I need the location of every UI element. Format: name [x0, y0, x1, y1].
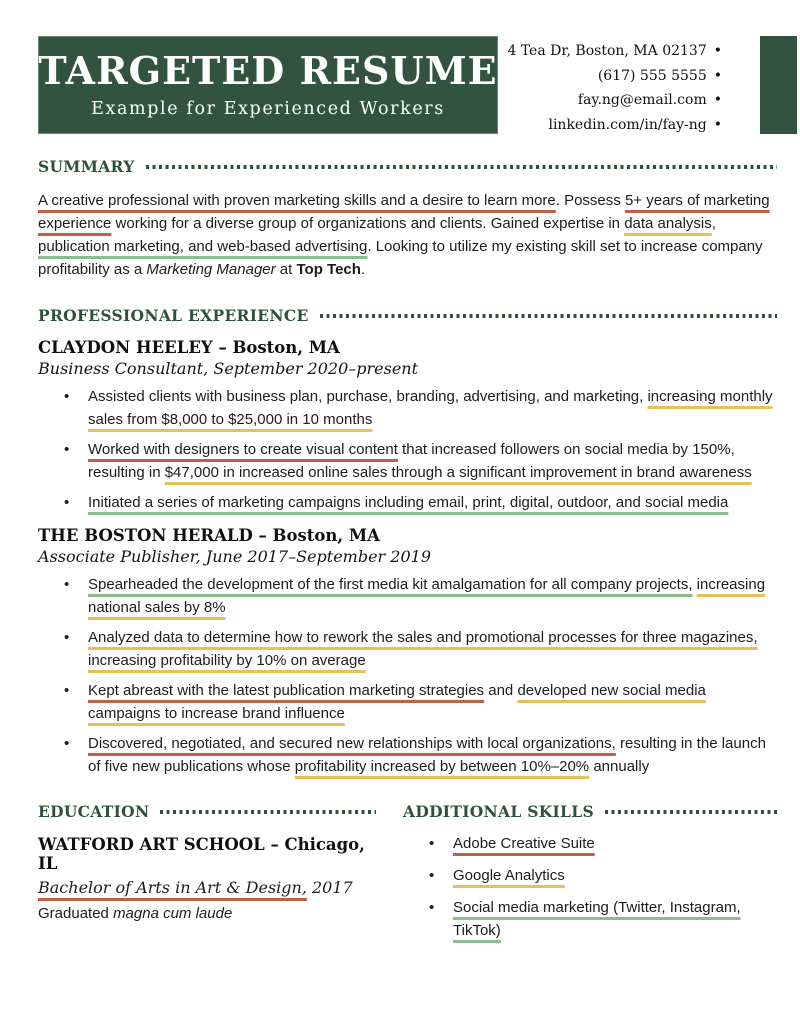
highlighted-text-segment: Discovered, negotiated, and secured new relationships with local organizations, — [88, 735, 616, 753]
highlighted-text-segment: Kept abreast with the latest publication marketing strategies — [88, 682, 485, 700]
experience-bullet — [88, 385, 777, 431]
education-school: WATFORD ART SCHOOL – Chicago, IL — [38, 835, 365, 874]
education-heading: EDUCATION — [38, 802, 150, 822]
resume-subtitle: Example for Experienced Workers — [91, 98, 445, 119]
job-entry-claydon-heeley — [38, 338, 777, 514]
education-section — [38, 802, 376, 951]
highlighted-text-segment: data analysis — [624, 215, 712, 233]
job-company: CLAYDON HEELEY – Boston, MA — [38, 338, 340, 358]
highlighted-text-segment: Bachelor of Arts in Art & Design, — [38, 878, 307, 898]
highlighted-text-segment: 5+ years of marketing experience — [38, 192, 770, 233]
contact-email — [500, 88, 722, 113]
job-bullet-list — [38, 573, 777, 778]
text-segment: . Looking to utilize my existing skill set to increase company profitability as a — [38, 238, 763, 279]
text-segment: annually — [589, 758, 650, 776]
job-role: Associate Publisher, June 2017–September 2019 — [38, 547, 432, 567]
text-segment: that increased followers on social media by 150%, resulting in — [88, 441, 735, 482]
highlighted-text-segment: Initiated a series of marketing campaigns including email, print, digital, outdoor, and social media — [88, 494, 729, 512]
text-segment: magna cum laude — [113, 905, 233, 923]
dotted-divider — [320, 314, 777, 318]
summary-paragraph — [38, 189, 777, 281]
contact-info — [500, 36, 722, 137]
highlighted-text-segment: profitability increased by between 10%–20% — [294, 758, 590, 776]
contact-phone — [500, 64, 722, 89]
contact-linkedin — [500, 113, 722, 138]
experience-section — [38, 306, 777, 778]
skills-heading: ADDITIONAL SKILLS — [403, 802, 594, 822]
experience-bullet — [88, 573, 777, 619]
dotted-divider — [160, 810, 376, 814]
contact-address — [500, 39, 722, 64]
text-segment: 2017 — [306, 878, 353, 898]
experience-section-header — [38, 306, 777, 325]
highlighted-text-segment: Worked with designers to create visual content — [88, 441, 398, 459]
job-entry-boston-herald — [38, 526, 777, 778]
job-company: THE BOSTON HERALD – Boston, MA — [38, 526, 380, 546]
highlighted-text-segment: Adobe Creative Suite — [453, 835, 595, 853]
text-segment: . — [360, 261, 366, 279]
text-segment: and — [484, 682, 518, 700]
highlighted-text-segment: Google Analytics — [453, 867, 565, 885]
summary-section-header — [38, 157, 777, 176]
skills-section — [403, 802, 777, 951]
highlighted-text-segment: $47,000 in increased online sales through a significant improvement in brand awareness — [164, 464, 752, 482]
contact-linkedin-text: linkedin.com/in/fay-ng — [548, 116, 707, 133]
skill-item — [453, 896, 777, 942]
text-segment: Assisted clients with business plan, purchase, branding, advertising, and marketing, — [88, 388, 648, 406]
highlighted-text-segment: A creative professional with proven marketing skills and a desire to learn more — [38, 192, 556, 210]
text-segment: Top Tech — [296, 261, 361, 279]
text-segment: working for a diverse group of organizations and clients. Gained expertise in — [111, 215, 625, 233]
highlighted-text-segment: Social media marketing (Twitter, Instagram, TikTok) — [453, 899, 741, 940]
bullet-separator-icon: • — [713, 92, 722, 109]
experience-heading: PROFESSIONAL EXPERIENCE — [38, 306, 309, 326]
summary-section — [38, 157, 777, 281]
title-banner — [38, 36, 498, 134]
skill-item — [453, 864, 777, 887]
experience-bullet — [88, 438, 777, 484]
highlighted-text-segment: Spearheaded the development of the first media kit amalgamation for all company projects, — [88, 576, 693, 594]
text-segment: at — [275, 261, 297, 279]
experience-bullet — [88, 626, 777, 672]
experience-bullet — [88, 732, 777, 778]
text-segment: Graduated — [38, 905, 114, 923]
text-segment: Marketing Manager — [146, 261, 276, 279]
dotted-divider — [146, 165, 777, 169]
summary-heading: SUMMARY — [38, 157, 135, 177]
skills-section-header — [403, 802, 777, 821]
experience-bullet — [88, 491, 777, 514]
bullet-separator-icon: • — [713, 43, 722, 59]
job-role: Business Consultant, September 2020–present — [38, 359, 419, 379]
resume-title: TARGETED RESUME — [38, 47, 498, 93]
education-degree — [38, 878, 376, 897]
highlighted-text-segment: increasing monthly sales from $8,000 to $25,000 in 10 months — [88, 388, 773, 429]
dotted-divider — [605, 810, 777, 814]
highlighted-text-segment: publication marketing, and web-based advertising — [38, 238, 368, 256]
green-accent-strip — [760, 36, 797, 134]
job-bullet-list — [38, 385, 777, 514]
text-segment: , — [711, 215, 716, 233]
highlighted-text-segment: developed new social media campaigns to increase brand influence — [88, 682, 706, 723]
skills-list — [403, 832, 777, 942]
text-segment: resulting in the launch of five new publications whose — [88, 735, 766, 776]
contact-address-text: 4 Tea Dr, Boston, MA 02137 — [507, 43, 707, 59]
experience-bullet — [88, 679, 777, 725]
header — [0, 0, 800, 137]
bottom-columns — [38, 802, 777, 951]
contact-email-text: fay.ng@email.com — [577, 92, 707, 109]
skill-item — [453, 832, 777, 855]
contact-phone-text: (617) 555 5555 — [597, 67, 707, 84]
highlighted-text-segment: Analyzed data to determine how to rework the sales and promotional processes for three magazines, increasing profitability by 10% on average — [88, 629, 758, 670]
text-segment: . Possess — [555, 192, 625, 210]
bullet-separator-icon: • — [713, 116, 722, 133]
highlighted-text-segment: increasing national sales by 8% — [88, 576, 766, 617]
education-section-header — [38, 802, 376, 821]
bullet-separator-icon: • — [713, 67, 722, 84]
education-note — [38, 902, 376, 925]
